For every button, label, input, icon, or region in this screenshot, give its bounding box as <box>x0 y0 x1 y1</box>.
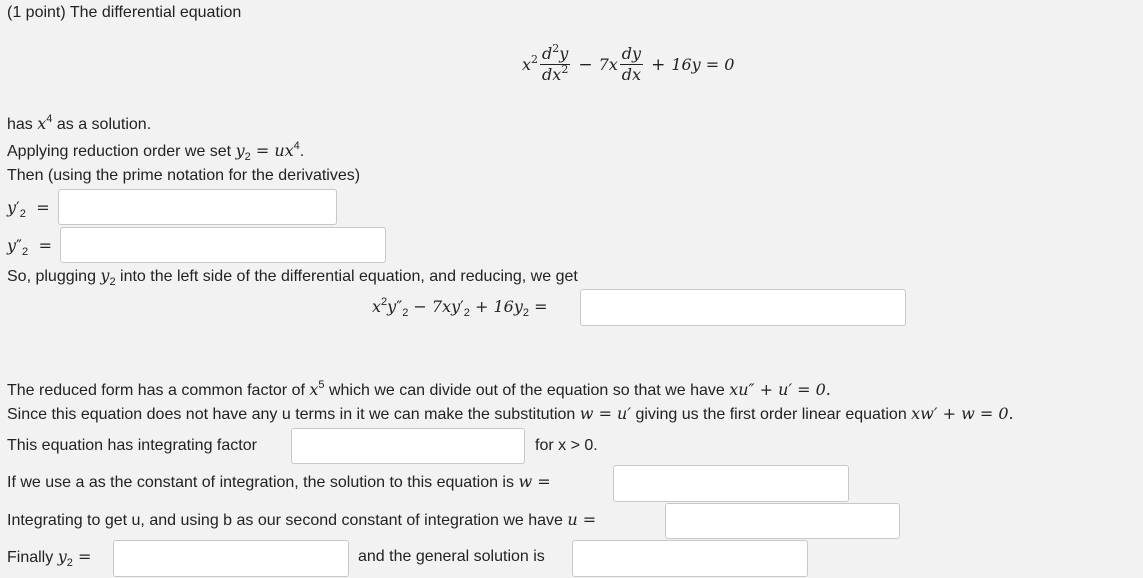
eq-coef2: 7x <box>598 55 618 74</box>
substitution-statement: Since this equation does not have any u terms in it we can make the substitution w = u′ giving us the first order linear equation xw′ + w = 0. <box>7 404 1014 423</box>
y2-double-prime-input[interactable] <box>60 227 386 263</box>
eq-second-derivative: $\frac{d^2y}{dx^2}$ <box>542 42 569 84</box>
eq-minus: − <box>578 54 593 75</box>
prime-notation-statement: Then (using the prime notation for the derivatives) <box>7 167 361 184</box>
reduction-statement: Applying reduction order we set $y_2 = ux^4$. <box>7 140 305 163</box>
u-solution-input[interactable] <box>665 503 900 539</box>
reduced-lhs-label: $x^2y''_2 - 7xy'_2 + 16y_2$ = <box>372 296 548 319</box>
y2-prime-input[interactable] <box>58 189 337 225</box>
y2-final-label: Finally $y_2$ = <box>7 547 92 569</box>
eq-first-derivative: $\frac{dy}{dx}$ <box>621 44 642 84</box>
plugging-statement: So, plugging $y_2$ into the left side of the differential equation, and reducing, we get <box>7 266 578 288</box>
integrating-factor-label: This equation has integrating factor <box>7 437 257 454</box>
eq-plus: + <box>651 54 666 75</box>
eq-rest: 16y = 0 <box>671 55 735 74</box>
integrating-factor-condition: for x > 0. <box>535 437 598 454</box>
y2-final-input[interactable] <box>113 540 349 577</box>
w-solution-input[interactable] <box>613 465 849 502</box>
y2-prime-label: $y'_2$ = <box>7 198 50 220</box>
reduced-lhs-input[interactable] <box>580 289 906 326</box>
differential-equation <box>522 44 734 85</box>
reduced-form-statement: The reduced form has a common factor of $x^5$ which we can divide out of the equation so that we have xu″ + u′ = 0. <box>7 379 831 399</box>
y2-double-prime-label: $y''_2$ = <box>7 236 53 258</box>
u-solution-label: Integrating to get u, and using b as our second constant of integration we have u = <box>7 510 597 529</box>
eq-coef1: $x^2$ <box>522 53 539 74</box>
general-solution-label: and the general solution is <box>358 548 545 565</box>
integrating-factor-input[interactable] <box>291 428 525 464</box>
problem-header: (1 point) The differential equation <box>7 4 242 21</box>
general-solution-input[interactable] <box>572 540 808 577</box>
solution-statement: has $x^4$ as a solution. <box>7 113 152 133</box>
w-solution-label: If we use a as the constant of integration, the solution to this equation is w = <box>7 472 551 491</box>
